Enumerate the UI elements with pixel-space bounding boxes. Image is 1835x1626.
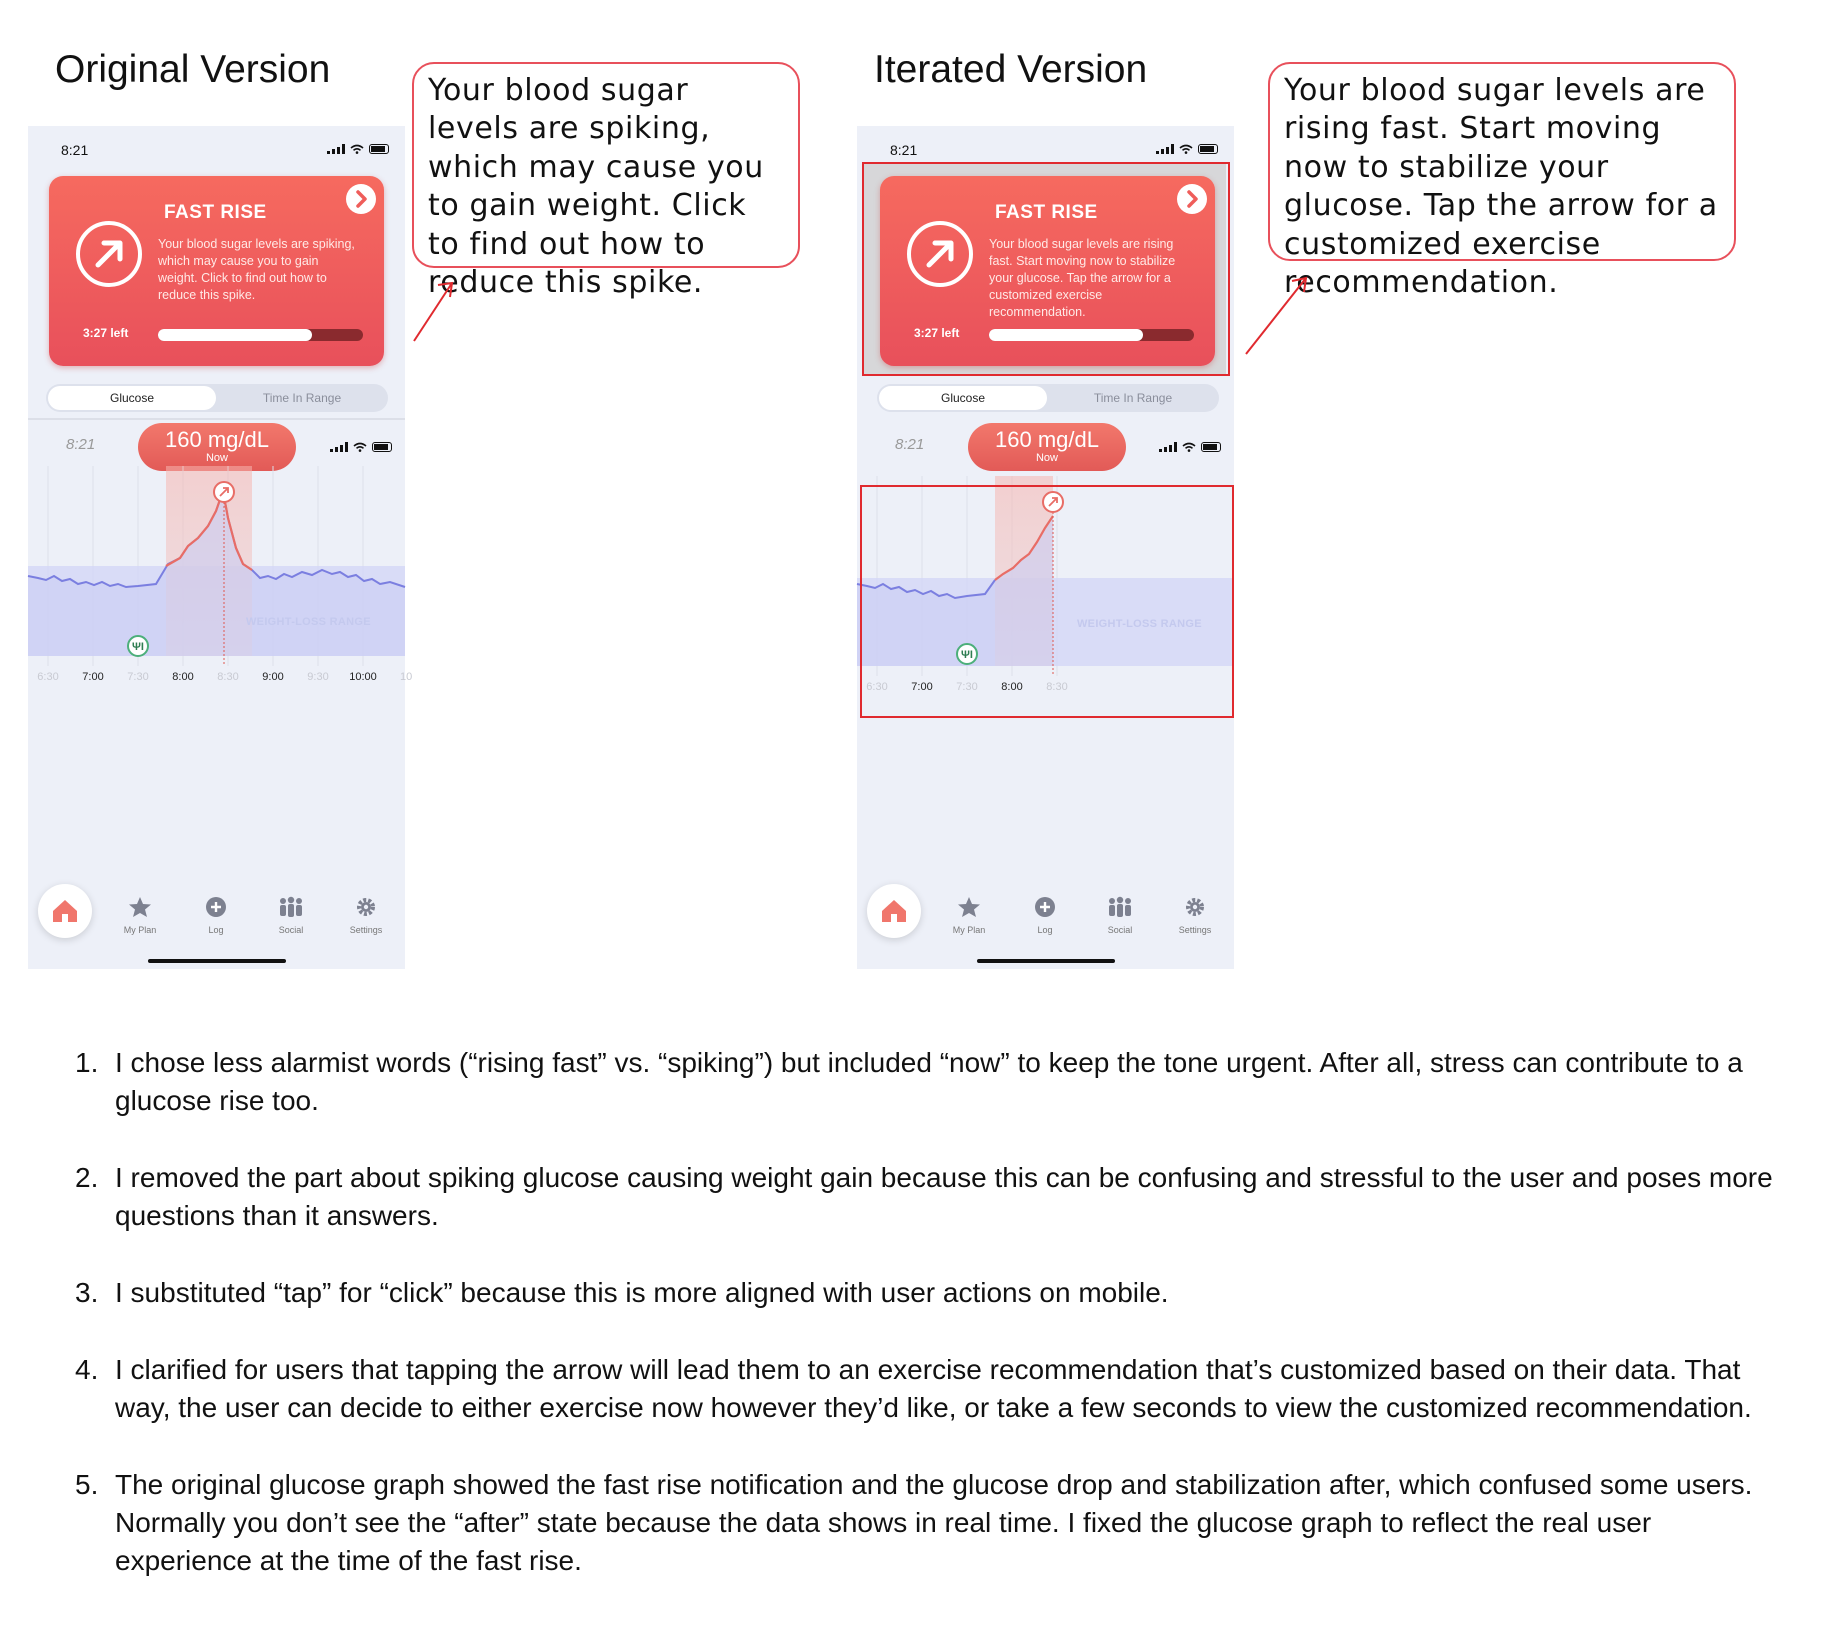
time-left: 3:27 left <box>83 326 129 340</box>
nav-my-plan[interactable] <box>939 896 999 935</box>
note-text: I removed the part about spiking glucose causing weight gain because this can be confusing and stressful to the user and poses more questions than it answers. <box>115 1162 1773 1231</box>
nav-label: Social <box>1107 925 1133 935</box>
original-heading: Original Version <box>55 48 331 91</box>
reading-time: 8:21 <box>66 436 96 453</box>
tick-label: 8:00 <box>1001 681 1023 693</box>
tick-label: 8:00 <box>172 671 194 683</box>
nav-log[interactable] <box>186 896 246 935</box>
tab-time-in-range[interactable]: Time In Range <box>262 391 342 405</box>
home-icon <box>38 884 92 938</box>
bottom-nav <box>857 884 1234 969</box>
note-text: I substituted “tap” for “click” because this is more aligned with user actions on mobile. <box>115 1277 1169 1308</box>
note-text: I clarified for users that tapping the arrow will lead them to an exercise recommendation that’s customized based on their data. That way, the user can decide to either exercise now however they’d like, or take a few seconds to view the customized recommendation. <box>115 1354 1752 1423</box>
note-item <box>75 1466 1775 1580</box>
divider <box>28 418 405 420</box>
note-number: 3. <box>75 1277 99 1308</box>
current-reading-pill <box>968 423 1126 471</box>
fork-knife-icon: ΨI <box>961 649 973 661</box>
signal-icon <box>330 442 348 452</box>
nav-label: Social <box>278 925 304 935</box>
tick-label: 9:00 <box>262 671 284 683</box>
signal-icon <box>1159 442 1177 452</box>
nav-log[interactable] <box>1015 896 1075 935</box>
reading-value: 160 mg/dL <box>995 427 1099 452</box>
iterated-callout: Your blood sugar levels are rising fast. Start moving now to stabilize your glucose. Tap the arrow for a customized exercise recommendation. <box>1268 62 1736 261</box>
reading-label: Now <box>1035 452 1058 464</box>
wifi-icon <box>353 442 367 452</box>
original-callout: Your blood sugar levels are spiking, which may cause you to gain weight. Click to find out how to reduce this spike. <box>412 62 800 268</box>
view-toggle <box>46 384 388 412</box>
wifi-icon <box>1179 144 1193 154</box>
alert-body: Your blood sugar levels are rising fast. Start moving now to stabilize your glucose. Tap the arrow for a customized exercise recommendation. <box>989 237 1176 319</box>
note-number: 1. <box>75 1047 99 1078</box>
tick-label: 6:30 <box>866 681 888 693</box>
mini-status-icons <box>1159 442 1221 452</box>
signal-icon <box>1156 144 1174 154</box>
reading-label: Now <box>205 452 228 464</box>
progress-fill <box>158 329 312 341</box>
note-item <box>75 1351 1775 1427</box>
tick-label: 6:30 <box>37 671 59 683</box>
iterated-callout-arrow <box>1242 270 1312 360</box>
home-indicator <box>148 959 286 963</box>
tick-label: 7:30 <box>956 681 978 693</box>
time-progress-bar <box>158 329 363 341</box>
tick-label: 10 <box>400 671 413 683</box>
range-label: WEIGHT-LOSS RANGE <box>246 616 371 628</box>
nav-label: Settings <box>1178 925 1212 935</box>
reading-value: 160 mg/dL <box>165 427 269 452</box>
plus-circle-icon <box>204 896 228 918</box>
alert-title: FAST RISE <box>995 202 1098 223</box>
nav-social[interactable] <box>1090 896 1150 935</box>
nav-social[interactable] <box>261 896 321 935</box>
star-icon <box>128 896 152 918</box>
status-bar <box>857 142 1234 162</box>
nav-label: My Plan <box>123 925 157 935</box>
people-icon <box>1107 896 1133 918</box>
battery-icon <box>369 144 389 154</box>
home-button[interactable] <box>38 884 92 938</box>
view-toggle <box>877 384 1219 412</box>
status-bar <box>28 142 405 162</box>
original-callout-arrow <box>410 275 460 345</box>
note-number: 5. <box>75 1469 99 1500</box>
note-item <box>75 1274 1775 1312</box>
status-time: 8:21 <box>890 142 918 158</box>
alert-title: FAST RISE <box>164 202 267 223</box>
nav-my-plan[interactable] <box>110 896 170 935</box>
note-text: The original glucose graph showed the fast rise notification and the glucose drop and stabilization after, which confused some users. Normally you don’t see the “after” state because the data shows in real time. I fixed the glucose graph to reflect the real user experience at the time of the fast rise. <box>115 1469 1753 1576</box>
gear-icon <box>1183 896 1207 918</box>
nav-label: My Plan <box>952 925 986 935</box>
home-icon <box>867 884 921 938</box>
chevron-right-icon[interactable] <box>346 184 376 214</box>
tick-label: 9:30 <box>307 671 329 683</box>
note-text: I chose less alarmist words (“rising fast” vs. “spiking”) but included “now” to keep the tone urgent. After all, stress can contribute to a glucose rise too. <box>115 1047 1743 1116</box>
fork-knife-icon: ΨI <box>132 641 144 653</box>
graph-highlight-box <box>860 485 1234 718</box>
bottom-nav <box>28 884 405 969</box>
battery-icon <box>1198 144 1218 154</box>
note-number: 4. <box>75 1354 99 1385</box>
glucose-graph <box>28 466 413 696</box>
battery-icon <box>372 442 392 452</box>
nav-label: Settings <box>349 925 383 935</box>
x-axis-ticks <box>37 671 412 683</box>
alert-body: Your blood sugar levels are spiking, which may cause you to gain weight. Click to find out how to reduce this spike. <box>158 237 355 302</box>
people-icon <box>278 896 304 918</box>
wifi-icon <box>350 144 364 154</box>
rise-arrow-icon <box>76 221 142 287</box>
range-label: WEIGHT-LOSS RANGE <box>1077 618 1202 630</box>
tick-label: 8:30 <box>1046 681 1068 693</box>
nav-label: Log <box>208 925 224 935</box>
original-phone <box>28 126 413 969</box>
nav-settings[interactable] <box>336 896 396 935</box>
tick-label: 7:30 <box>127 671 149 683</box>
signal-icon <box>327 144 345 154</box>
tab-glucose[interactable]: Glucose <box>48 386 216 410</box>
note-item <box>75 1159 1775 1235</box>
note-number: 2. <box>75 1162 99 1193</box>
status-time: 8:21 <box>61 142 89 158</box>
card-highlight-box <box>862 162 1230 376</box>
plus-circle-icon <box>1033 896 1057 918</box>
tick-label: 7:00 <box>911 681 933 693</box>
fast-rise-card[interactable] <box>49 176 384 366</box>
gear-icon <box>354 896 378 918</box>
home-indicator <box>977 959 1115 963</box>
mini-status-icons <box>330 442 392 452</box>
home-button[interactable] <box>867 884 921 938</box>
tick-label: 10:00 <box>349 671 377 683</box>
battery-icon <box>1201 442 1221 452</box>
reading-time: 8:21 <box>895 436 925 453</box>
change-notes <box>75 1044 1775 1619</box>
time-left: 3:27 left <box>914 326 960 340</box>
tab-time-in-range[interactable]: Time In Range <box>1093 391 1173 405</box>
tick-label: 8:30 <box>217 671 239 683</box>
iterated-heading: Iterated Version <box>874 48 1148 91</box>
tick-label: 7:00 <box>82 671 104 683</box>
tab-glucose[interactable]: Glucose <box>879 386 1047 410</box>
nav-settings[interactable] <box>1165 896 1225 935</box>
note-item <box>75 1044 1775 1120</box>
star-icon <box>957 896 981 918</box>
wifi-icon <box>1182 442 1196 452</box>
nav-label: Log <box>1037 925 1053 935</box>
current-reading-pill <box>138 423 296 471</box>
